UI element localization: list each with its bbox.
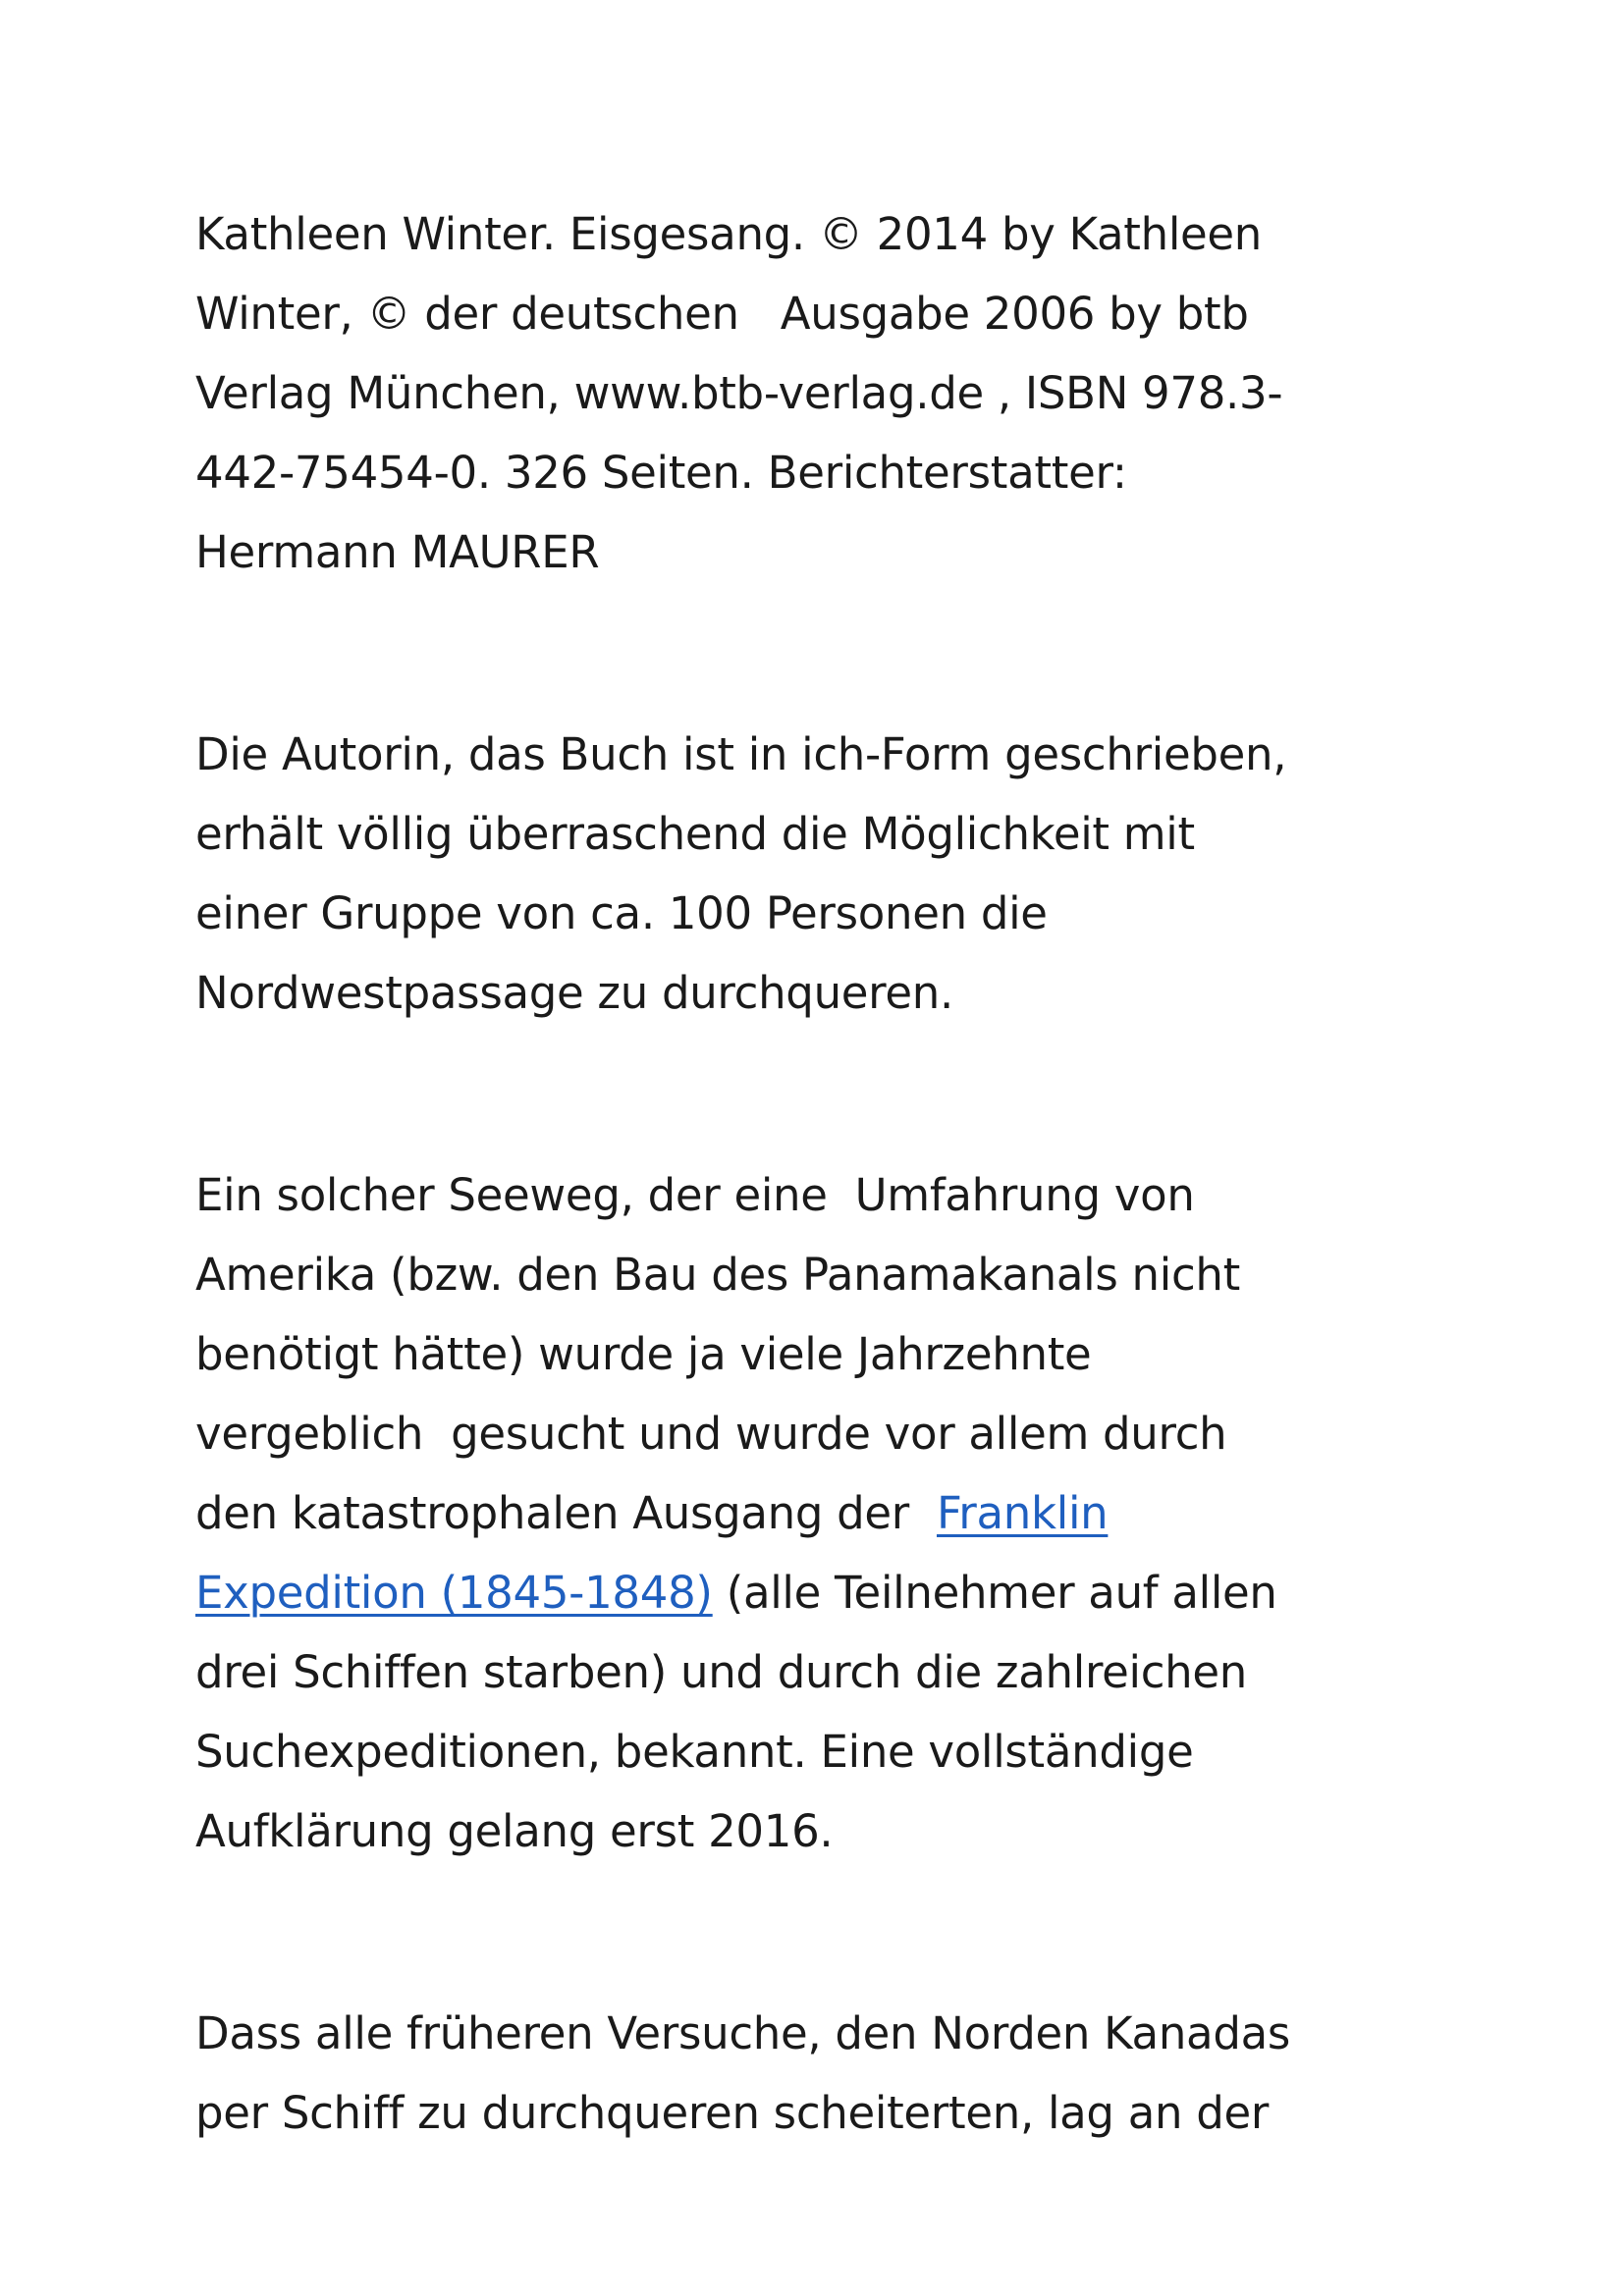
text-line: einer Gruppe von ca. 100 Personen die xyxy=(195,887,1048,939)
text-line: vergeblich gesucht und wurde vor allem durch xyxy=(195,1408,1227,1460)
text-line: Suchexpeditionen, bekannt. Eine vollständige xyxy=(195,1726,1194,1778)
text-segment: (alle Teilnehmer auf allen xyxy=(712,1567,1277,1619)
franklin-expedition-link-part2[interactable]: Expedition (1845-1848) xyxy=(195,1567,713,1619)
text-line: Winter, © der deutschen Ausgabe 2006 by btb xyxy=(195,288,1249,340)
text-line: drei Schiffen starben) und durch die zahlreichen xyxy=(195,1646,1248,1698)
text-line xyxy=(195,1553,1472,1632)
text-line: Ein solcher Seeweg, der eine Umfahrung von xyxy=(195,1169,1195,1221)
text-line: Dass alle früheren Versuche, den Norden Kanadas xyxy=(195,2007,1291,2059)
text-line: Nordwestpassage zu durchqueren. xyxy=(195,967,954,1019)
text-line: benötigt hätte) wurde ja viele Jahrzehnte xyxy=(195,1328,1092,1380)
intro-paragraph xyxy=(195,715,1472,1033)
text-line: Die Autorin, das Buch ist in ich-Form geschrieben, xyxy=(195,728,1287,780)
franklin-expedition-link-part1[interactable]: Franklin xyxy=(936,1487,1109,1539)
text-segment: den katastrophalen Ausgang der xyxy=(195,1487,937,1539)
bibliographic-paragraph xyxy=(195,194,1472,592)
text-line: Verlag München, www.btb-verlag.de , ISBN 978.3- xyxy=(195,367,1283,419)
text-line: Hermann MAURER xyxy=(195,526,600,578)
text-line: 442-75454-0. 326 Seiten. Berichterstatter: xyxy=(195,447,1127,499)
history-paragraph xyxy=(195,1155,1472,1871)
closing-paragraph xyxy=(195,1994,1472,2153)
text-line xyxy=(195,1473,1472,1553)
text-line: erhält völlig überraschend die Möglichkeit mit xyxy=(195,808,1195,860)
text-line: Aufklärung gelang erst 2016. xyxy=(195,1805,834,1857)
text-line: per Schiff zu durchqueren scheiterten, lag an der xyxy=(195,2087,1270,2139)
text-line: Kathleen Winter. Eisgesang. © 2014 by Kathleen xyxy=(195,208,1263,260)
text-line: Amerika (bzw. den Bau des Panamakanals nicht xyxy=(195,1249,1240,1301)
